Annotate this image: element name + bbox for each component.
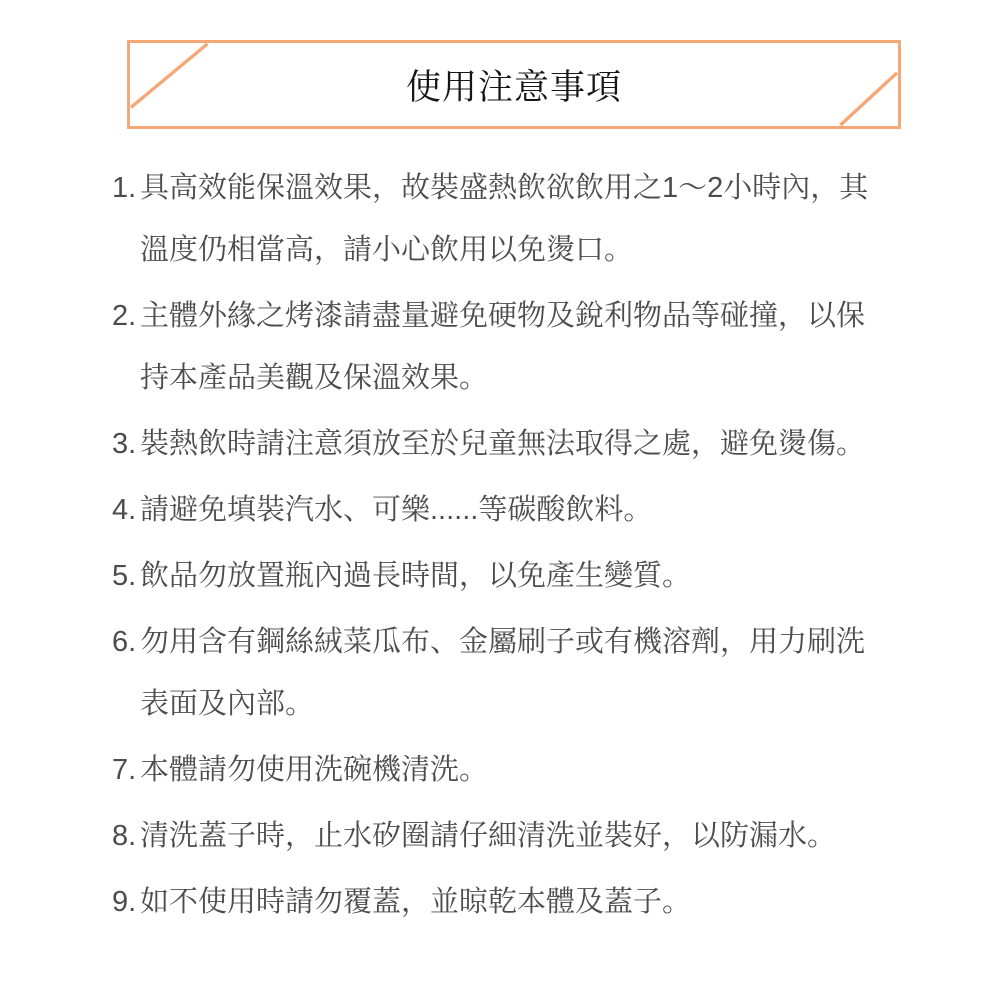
title-box xyxy=(127,40,901,129)
note-number: 4. xyxy=(112,494,137,526)
note-number: 6. xyxy=(112,626,137,658)
note-item-3 xyxy=(112,413,890,475)
notes-list xyxy=(112,157,890,937)
note-text: 具高效能保溫效果，故裝盛熱飲欲飲用之1～2小時內，其溫度仍相當高，請小心飲用以免燙口。 xyxy=(140,172,869,266)
note-item-4 xyxy=(112,479,890,541)
note-text: 裝熱飲時請注意須放至於兒童無法取得之處，避免燙傷。 xyxy=(140,428,866,460)
note-item-6 xyxy=(112,611,890,735)
note-text: 主體外緣之烤漆請盡量避免硬物及銳利物品等碰撞，以保持本產品美觀及保溫效果。 xyxy=(140,300,866,394)
note-item-1 xyxy=(112,157,890,281)
note-number: 3. xyxy=(112,428,137,460)
note-number: 7. xyxy=(112,754,137,786)
note-number: 2. xyxy=(112,300,137,332)
note-number: 8. xyxy=(112,820,137,852)
note-text: 請避免填裝汽水、可樂......等碳酸飲料。 xyxy=(140,494,653,526)
note-number: 1. xyxy=(112,172,137,204)
note-item-2 xyxy=(112,285,890,409)
top-left-diagonal-line xyxy=(131,44,207,107)
note-text: 清洗蓋子時，止水矽圈請仔細清洗並裝好，以防漏水。 xyxy=(140,820,837,852)
note-text: 本體請勿使用洗碗機清洗。 xyxy=(140,754,489,786)
page-title: 使用注意事項 xyxy=(405,67,622,107)
note-number: 9. xyxy=(112,886,137,918)
note-item-9 xyxy=(112,871,890,933)
bottom-right-diagonal-line xyxy=(840,73,897,125)
note-item-7 xyxy=(112,739,890,801)
note-text: 如不使用時請勿覆蓋，並晾乾本體及蓋子。 xyxy=(140,886,692,918)
note-text: 飲品勿放置瓶內過長時間，以免產生變質。 xyxy=(140,560,692,592)
note-item-8 xyxy=(112,805,890,867)
note-item-5 xyxy=(112,545,890,607)
note-number: 5. xyxy=(112,560,137,592)
note-text: 勿用含有鋼絲絨菜瓜布、金屬刷子或有機溶劑，用力刷洗表面及內部。 xyxy=(140,626,866,720)
